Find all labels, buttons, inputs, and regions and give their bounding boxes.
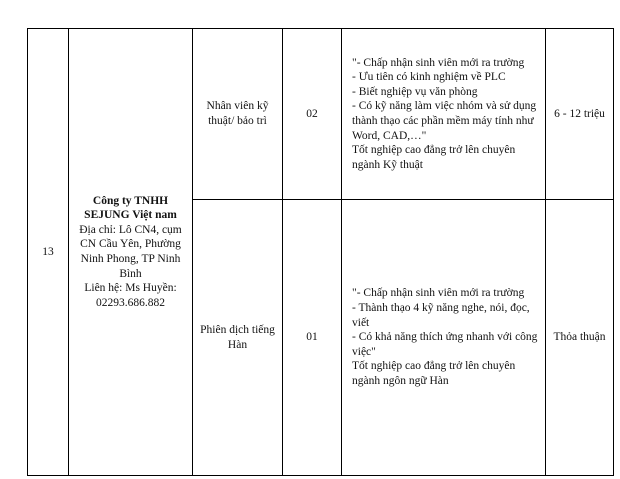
job-salary: 6 - 12 triệu [546,29,614,200]
requirement-line: "- Chấp nhận sinh viên mới ra trường [352,287,525,300]
job-requirements [342,200,546,476]
recruitment-table [27,28,614,476]
job-requirements [342,29,546,200]
company-contact: Liên hệ: Ms Huyền: 02293.686.882 [84,282,177,309]
requirement-line: - Có kỹ năng làm việc nhóm và sử dụng thành thạo các phần mềm máy tính như Word, CAD,…" [352,100,537,142]
row-number: 13 [28,29,69,476]
job-quantity: 01 [283,200,342,476]
company-cell [69,29,193,476]
company-address: Địa chỉ: Lô CN4, cụm CN Cầu Yên, Phường Ninh Phong, TP Ninh Bình [79,223,182,280]
table-row [28,29,614,200]
requirement-line: - Biết nghiệp vụ văn phòng [352,85,478,98]
company-name-line2: SEJUNG Việt nam [84,209,177,222]
job-salary: Thỏa thuận [546,200,614,476]
requirement-line: - Ưu tiên có kinh nghiệm về PLC [352,71,506,84]
requirement-line: "- Chấp nhận sinh viên mới ra trường [352,56,525,69]
requirement-line: - Thành thạo 4 kỹ năng nghe, nói, đọc, viết [352,302,530,329]
job-quantity: 02 [283,29,342,200]
requirement-line: Tốt nghiệp cao đẳng trở lên chuyên ngành ngôn ngữ Hàn [352,360,516,387]
company-name-line1: Công ty TNHH [92,194,169,207]
job-position: Nhân viên kỹ thuật/ bảo trì [193,29,283,200]
requirement-line: Tốt nghiệp cao đẳng trở lên chuyên ngành Kỹ thuật [352,144,516,171]
requirement-line: - Có khả năng thích ứng nhanh với công việc" [352,331,538,358]
job-position: Phiên dịch tiếng Hàn [193,200,283,476]
